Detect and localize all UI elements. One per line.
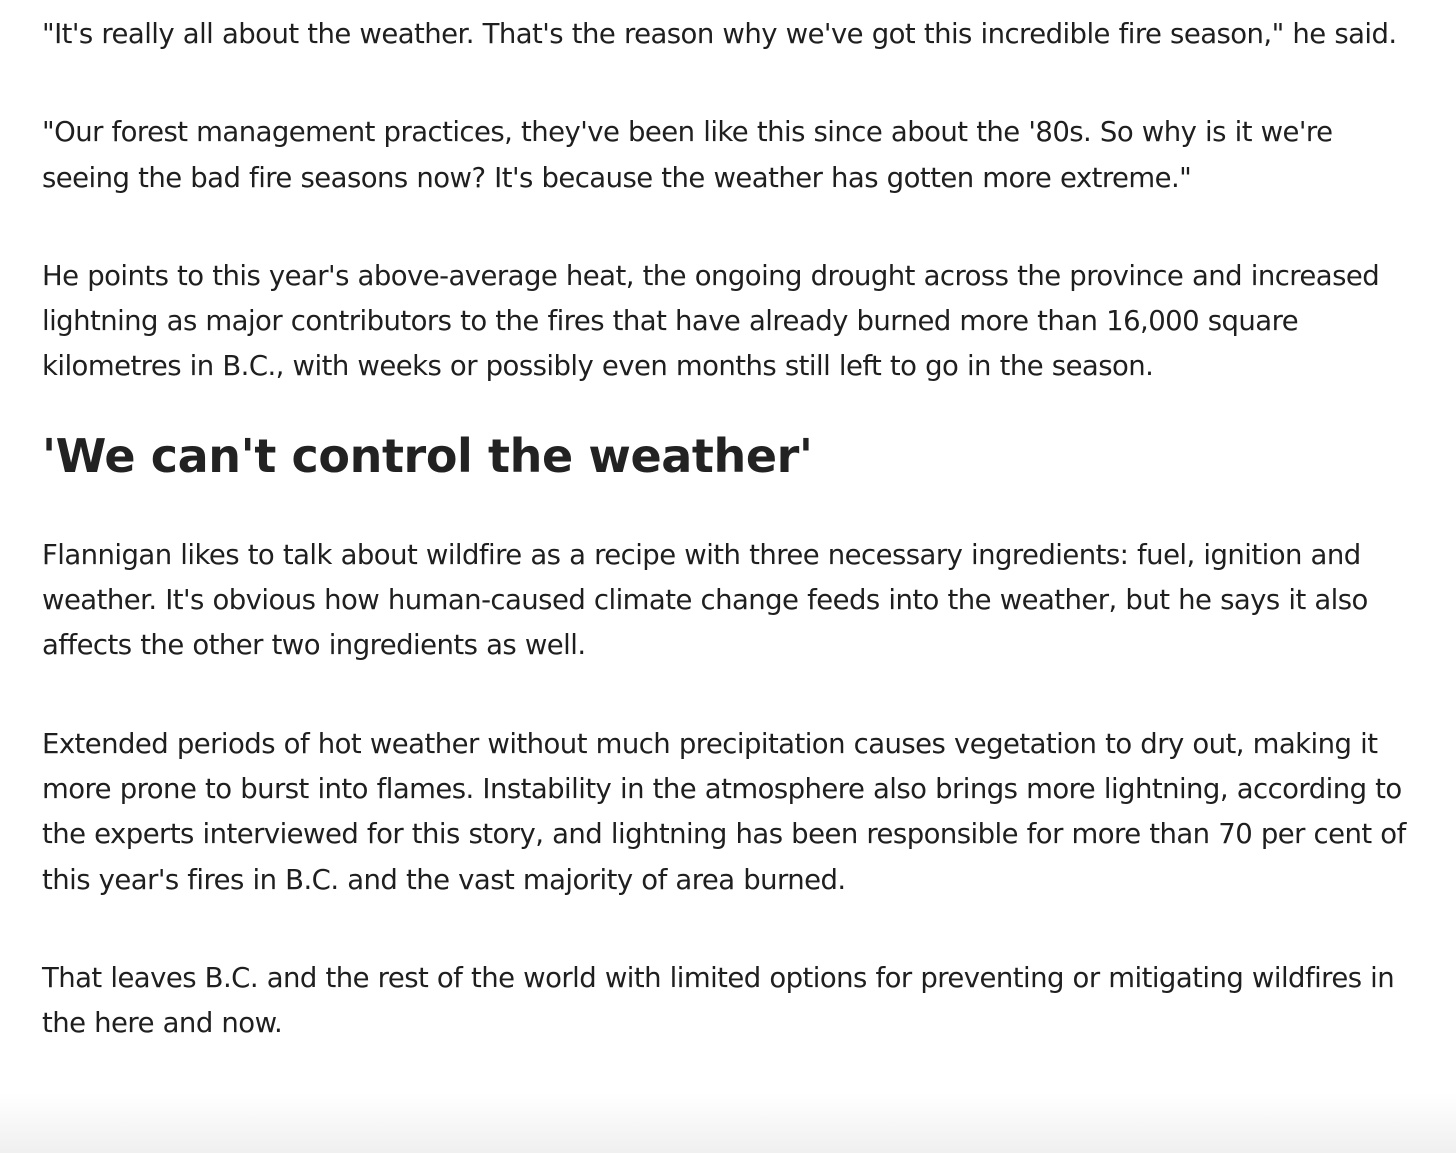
paragraph-spacer xyxy=(42,201,1420,254)
paragraph-spacer xyxy=(42,669,1420,722)
bottom-fade-overlay xyxy=(0,1093,1456,1153)
article-paragraph: "It's really all about the weather. That's the reason why we've got this incredible fire season," he said. xyxy=(42,18,1397,50)
article-paragraph: Extended periods of hot weather without much precipitation causes vegetation to dry out, making it more prone to burst into flames. Instability in the atmosphere also brings more lightning, according to the experts interviewed for this story, and lightning has been responsible for more than 70 per cent of this year's fires in B.C. and the vast majority of area burned. xyxy=(42,727,1406,896)
article-paragraph: He points to this year's above-average heat, the ongoing drought across the province and increased lightning as major contributors to the fires that have already burned more than 16,000 square kilometres in B.C., with weeks or possibly even months still left to go in the season. xyxy=(42,259,1380,383)
paragraph-spacer xyxy=(42,903,1420,956)
article-paragraph: That leaves B.C. and the rest of the world with limited options for preventing or mitigating wildfires in the here and now. xyxy=(42,961,1395,1040)
section-heading: 'We can't control the weather' xyxy=(42,428,813,483)
article-paragraph: "Our forest management practices, they've been like this since about the '80s. So why is it we're seeing the bad fire seasons now? It's because the weather has gotten more extreme." xyxy=(42,116,1333,194)
article-paragraph: Flannigan likes to talk about wildfire as a recipe with three necessary ingredients: fuel, ignition and weather. It's obvious how human-caused climate change feeds into the weather, but he says it also affects the other two ingredients as well. xyxy=(42,538,1368,662)
paragraph-spacer xyxy=(42,57,1420,110)
